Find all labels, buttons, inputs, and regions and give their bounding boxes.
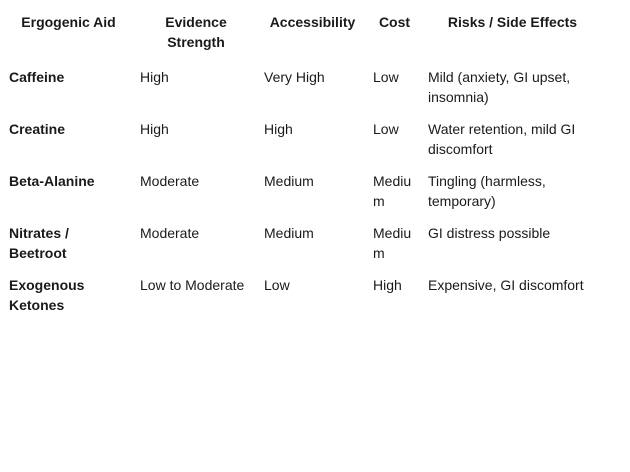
cell-ergogenic-aid: Beta-Alanine: [9, 173, 95, 189]
table-row: [3, 218, 603, 270]
table-row: [3, 114, 603, 166]
cell-risks-side-effects: GI distress possible: [428, 225, 551, 241]
header-evidence-strength: Evidence Strength: [165, 14, 227, 50]
table-header-row: [3, 6, 603, 62]
cell-risks-side-effects: Water retention, mild GI discomfort: [428, 121, 576, 157]
cell-cost: Low: [373, 121, 399, 137]
table-row: [3, 166, 603, 218]
cell-risks-side-effects: Tingling (harmless, temporary): [428, 173, 546, 209]
table-row: [3, 270, 603, 322]
cell-evidence-strength: High: [140, 69, 169, 85]
cell-accessibility: Very High: [264, 69, 325, 85]
cell-accessibility: Medium: [264, 225, 314, 241]
cell-cost: Low: [373, 69, 399, 85]
cell-ergogenic-aid: Nitrates / Beetroot: [9, 225, 69, 261]
cell-accessibility: High: [264, 121, 293, 137]
cell-risks-side-effects: Mild (anxiety, GI upset, insomnia): [428, 69, 571, 105]
header-accessibility: Accessibility: [269, 14, 356, 30]
cell-ergogenic-aid: Creatine: [9, 121, 66, 137]
cell-ergogenic-aid: Exogenous Ketones: [9, 277, 85, 313]
cell-cost: Medium: [373, 173, 412, 209]
ergogenic-aids-table: [3, 6, 603, 322]
table-row: [3, 62, 603, 114]
cell-risks-side-effects: Expensive, GI discomfort: [428, 277, 584, 293]
cell-accessibility: Low: [264, 277, 290, 293]
cell-cost: Medium: [373, 225, 412, 261]
header-ergogenic-aid: Ergogenic Aid: [21, 14, 116, 30]
cell-evidence-strength: High: [140, 121, 169, 137]
cell-evidence-strength: Moderate: [140, 173, 200, 189]
cell-evidence-strength: Low to Moderate: [140, 277, 245, 293]
header-cost: Cost: [378, 14, 411, 30]
cell-evidence-strength: Moderate: [140, 225, 200, 241]
cell-ergogenic-aid: Caffeine: [9, 69, 65, 85]
cell-accessibility: Medium: [264, 173, 314, 189]
header-risks-side-effects: Risks / Side Effects: [447, 14, 578, 30]
cell-cost: High: [373, 277, 402, 293]
